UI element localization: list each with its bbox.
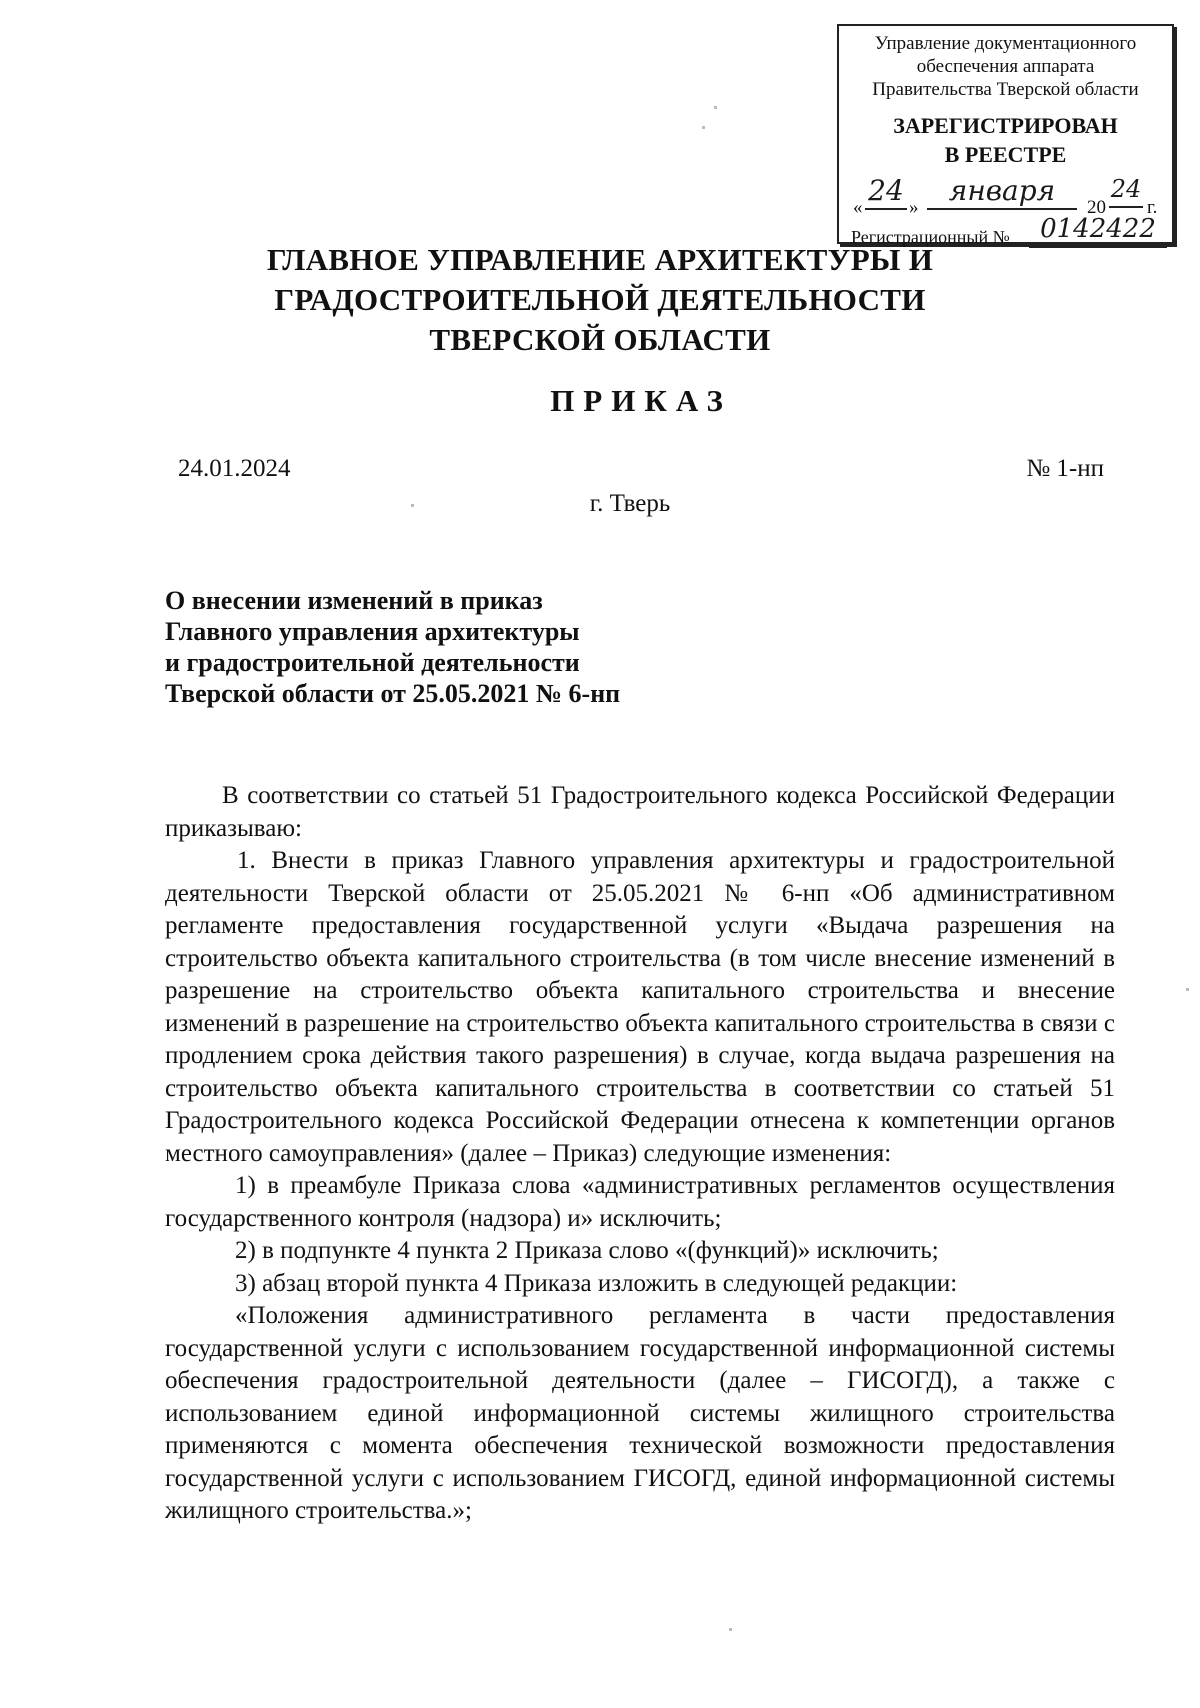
registration-stamp bbox=[837, 24, 1174, 247]
subject-line-2: Главного управления архитектуры bbox=[165, 617, 580, 646]
scan-speck bbox=[702, 126, 705, 129]
subject-line-1: О внесении изменений в приказ bbox=[165, 586, 543, 615]
title-line-1: ГЛАВНОЕ УПРАВЛЕНИЕ АРХИТЕКТУРЫ И bbox=[266, 242, 934, 277]
document-number: № 1-нп bbox=[1026, 455, 1104, 482]
scan-speck bbox=[729, 1628, 732, 1631]
subject-line-4: Тверской области от 25.05.2021 № 6-нп bbox=[165, 679, 621, 708]
stamp-registered-line-2: В РЕЕСТРЕ bbox=[944, 142, 1067, 167]
subject-line-3: и градостроительной деятельности bbox=[165, 648, 580, 677]
body-paragraph-preamble: В соответствии со статьей 51 Градостроительного кодекса Российской Федерации приказываю: bbox=[165, 782, 1115, 842]
stamp-date-month: января bbox=[927, 174, 1077, 210]
body-paragraph-quote: «Положения административного регламента в части предоставления государственной услуги с использованием государственной информационной системы обеспечения градостроительной деятельности (далее – ГИСОГД), а также с использованием единой информационной системы жилищного строительства применяются с момента обеспечения технической возможности предоставления государственной услуги с использованием ГИСОГД, единой информационной системы жилищного строительства.»; bbox=[165, 1302, 1115, 1524]
scan-speck bbox=[1186, 988, 1189, 991]
stamp-number-label: Регистрационный № bbox=[851, 227, 1010, 247]
body-paragraph-subitem-1: 1) в преамбуле Приказа слова «административных регламентов осуществления государственного контроля (надзора) и» исключить; bbox=[165, 1172, 1115, 1232]
document-date: 24.01.2024 bbox=[178, 455, 291, 482]
stamp-registered-label bbox=[839, 111, 1172, 169]
stamp-year-prefix: 20 bbox=[1087, 197, 1106, 218]
stamp-registered-line-1: ЗАРЕГИСТРИРОВАН bbox=[893, 113, 1118, 138]
body-paragraph-subitem-3: 3) абзац второй пункта 4 Приказа изложить в следующей редакции: bbox=[235, 1269, 958, 1297]
body-paragraph-item-1: 1. Внести в приказ Главного управления архитектуры и градостроительной деятельности Тверской области от 25.05.2021 № 6-нп «Об административном регламенте предоставления государственной услуги «Выдача разрешения на строительство объекта капитального строительства (в том числе внесение изменений в разрешение на строительство объекта капитального строительства и внесение изменений в разрешение на строительство объекта капитального строительства в связи с продлением срока действия такого разрешения) в случае, когда выдача разрешения на строительство объекта капитального строительства в соответствии со статьей 51 Градостроительного кодекса Российской Федерации отнесена к компетенции органов местного самоуправления» (далее – Приказ) следующие изменения: bbox=[165, 847, 1115, 1167]
scan-speck bbox=[411, 504, 414, 507]
stamp-org-line-1: Управление документационного bbox=[874, 33, 1137, 54]
stamp-year-suffix: 24 bbox=[1109, 172, 1143, 208]
document-type: ПРИКАЗ bbox=[550, 383, 732, 418]
document-city: г. Тверь bbox=[589, 490, 671, 517]
stamp-date-day: 24 bbox=[865, 174, 907, 210]
title-line-2: ГРАДОСТРОИТЕЛЬНОЙ ДЕЯТЕЛЬНОСТИ bbox=[274, 282, 926, 317]
stamp-quote-open: « bbox=[853, 197, 863, 218]
stamp-number-value: 0142422 bbox=[1029, 212, 1167, 248]
document-body bbox=[165, 780, 1115, 1528]
title-line-3: ТВЕРСКОЙ ОБЛАСТИ bbox=[429, 322, 771, 357]
document-subject bbox=[165, 585, 620, 709]
stamp-org-line-2: обеспечения аппарата bbox=[916, 56, 1095, 77]
stamp-quote-close: » bbox=[909, 197, 919, 218]
body-paragraph-subitem-2: 2) в подпункте 4 пункта 2 Приказа слово «(функций)» исключить; bbox=[235, 1237, 939, 1264]
stamp-org-line-3: Правительства Тверской области bbox=[872, 79, 1139, 100]
stamp-year-unit: г. bbox=[1147, 197, 1158, 218]
scan-speck bbox=[714, 106, 717, 109]
organization-title bbox=[0, 240, 1200, 360]
